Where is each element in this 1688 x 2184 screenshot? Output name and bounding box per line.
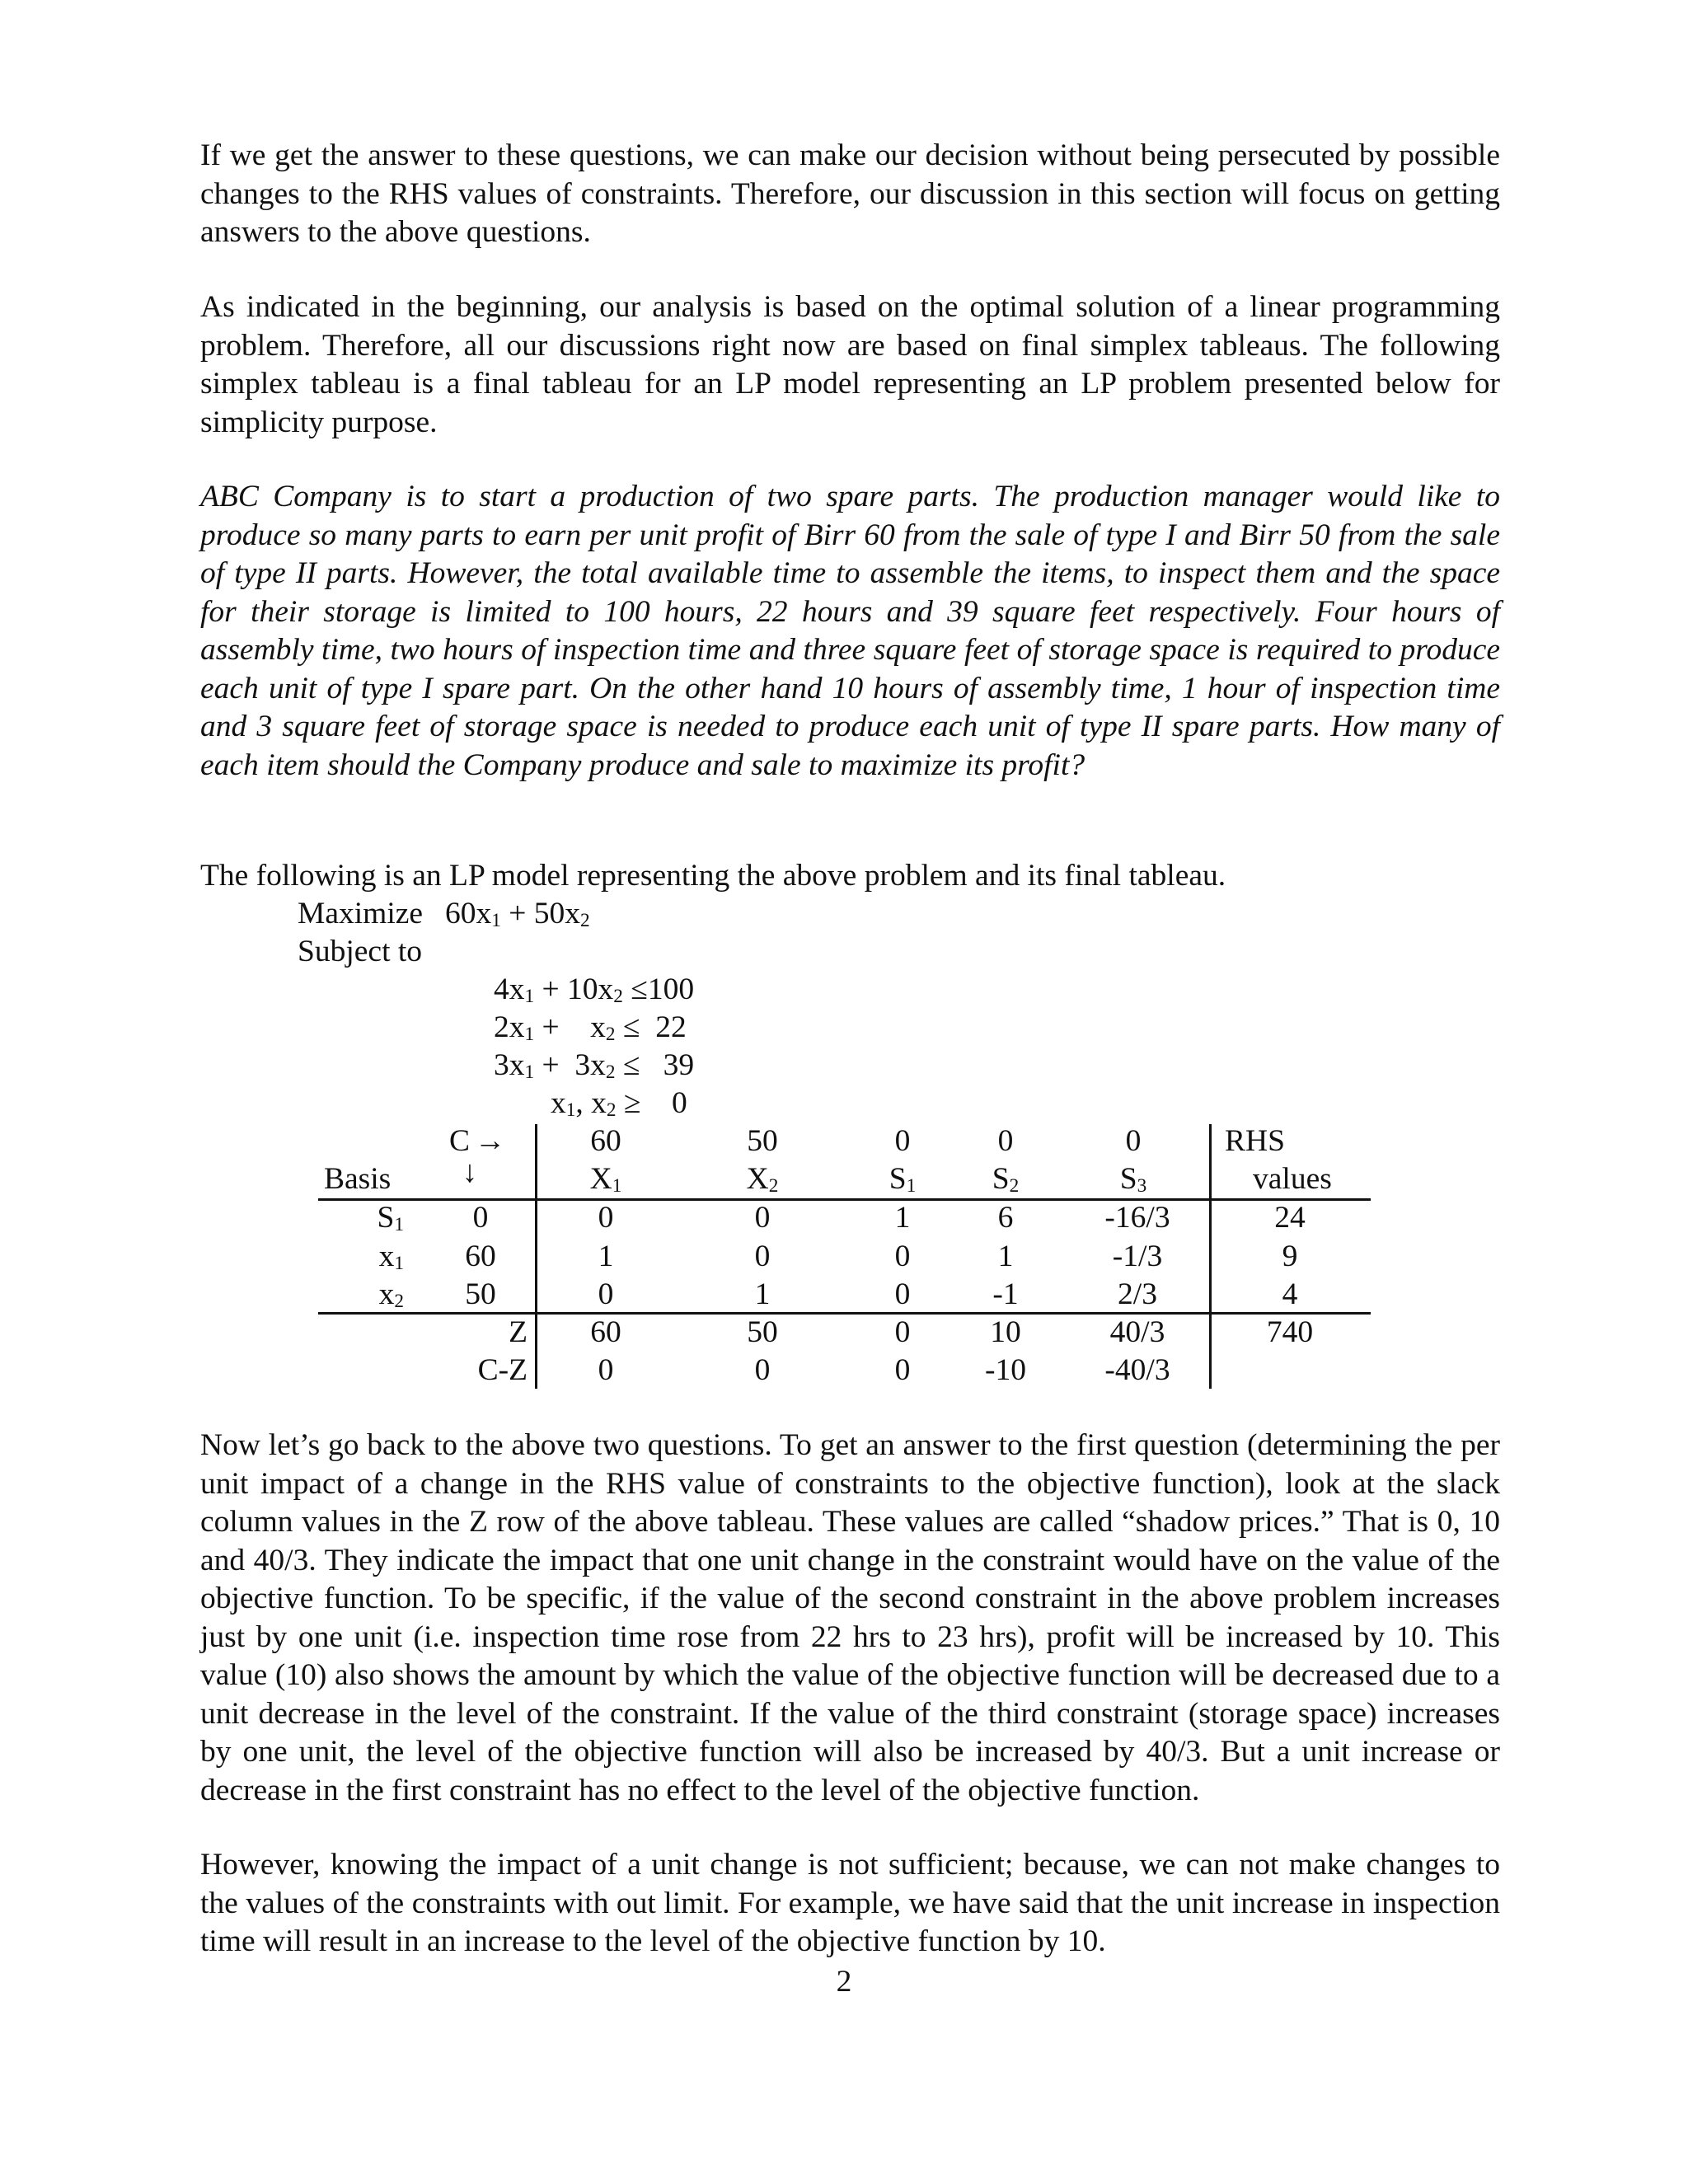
- header-x2: $X_2$: [746, 1162, 779, 1197]
- table-cell: 6: [997, 1201, 1014, 1235]
- table-cell: -1/3: [1112, 1240, 1163, 1273]
- rhs-label: RHS: [1225, 1124, 1285, 1158]
- table-cell: 1: [754, 1277, 771, 1311]
- table-cell: 0: [894, 1277, 911, 1311]
- tableau-right-rule: [1209, 1124, 1212, 1389]
- paragraph-intro: If we get the answer to these questions, we can make our decision without being persecuted by possible changes to the RHS values of constraints. Therefore, our discussion in this section will focus on getting answers to the above questions.: [200, 138, 1500, 249]
- paragraph-problem-statement: ABC Company is to start a production of two spare parts. The production manager would like to produce so many parts to earn per unit profit of Birr 60 from the sale of type I and Birr 50 from the sale of type II parts. However, the total available time to assemble the items, to inspect them and the space for their storage is limited to 100 hours, 22 hours and 39 square feet respectively. Four hours of assembly time, two hours of inspection time and three square feet of storage space is required to produce each unit of type I spare part. On the other hand 10 hours of assembly time, 1 hour of inspection time and 3 square feet of storage space is needed to produce each unit of type II spare parts. How many of each item should the Company produce and sale to maximize its profit?: [200, 480, 1500, 782]
- c-label: C →: [449, 1124, 506, 1158]
- header-s1: $S_1$: [889, 1162, 917, 1197]
- table-cell: 50: [747, 1315, 778, 1349]
- cost-s3: 0: [1125, 1124, 1142, 1158]
- basis-x2: $x_2$: [378, 1277, 404, 1313]
- cost-x1: 60: [590, 1124, 621, 1158]
- table-cell: 60: [590, 1315, 621, 1349]
- table-cell: -40/3: [1104, 1353, 1170, 1387]
- z-row-label: Z: [509, 1315, 528, 1349]
- table-cell: 2/3: [1118, 1277, 1157, 1311]
- subject-to-label: Subject to: [298, 935, 423, 968]
- table-cell: 40/3: [1109, 1315, 1165, 1349]
- table-cell: 9: [1282, 1240, 1298, 1273]
- table-cell: -1: [992, 1277, 1019, 1311]
- basis-x1: $x_1$: [378, 1240, 404, 1275]
- paragraph-analysis: As indicated in the beginning, our analysis is based on the optimal solution of a linear programming problem. Therefore, all our discussions right now are based on final simplex tableaus. The following simplex tableau is a final tableau for an LP model representing an LP problem presented below for simplicity purpose.: [200, 290, 1500, 439]
- basis-s1: $S_1$: [377, 1201, 404, 1236]
- table-cell: 0: [894, 1315, 911, 1349]
- maximize-label: Maximize: [298, 897, 424, 930]
- table-cell: 0: [598, 1353, 614, 1387]
- objective-function: $60x_1 + 50x_2$: [445, 897, 590, 932]
- tableau-body-rule: [318, 1312, 1371, 1315]
- cost-x2: 50: [747, 1124, 778, 1158]
- table-cell: 0: [754, 1201, 771, 1235]
- table-cell: 0: [754, 1353, 771, 1387]
- table-cell: -16/3: [1104, 1201, 1170, 1235]
- table-cell: 60: [465, 1240, 496, 1273]
- table-cell: 50: [465, 1277, 496, 1311]
- basis-label: Basis: [324, 1162, 392, 1196]
- tableau-header-rule: [318, 1198, 1371, 1201]
- paragraph-model-intro: The following is an LP model representing the above problem and its final tableau.: [200, 859, 1226, 893]
- table-cell: 740: [1266, 1315, 1314, 1349]
- table-cell: 0: [754, 1240, 771, 1273]
- table-cell: 0: [598, 1277, 614, 1311]
- page-number: 2: [836, 1965, 852, 1999]
- table-cell: 0: [894, 1353, 911, 1387]
- header-x1: $X_1$: [589, 1162, 622, 1197]
- table-cell: -10: [985, 1353, 1026, 1387]
- cz-row-label: C-Z: [477, 1353, 528, 1387]
- table-cell: 0: [472, 1201, 489, 1235]
- table-cell: 1: [894, 1201, 911, 1235]
- cost-s2: 0: [997, 1124, 1014, 1158]
- table-cell: 4: [1282, 1277, 1298, 1311]
- constraint-inspection: $2x_1$ + $x_2 \le 22$: [494, 1010, 687, 1046]
- header-s2: $S_2$: [992, 1162, 1020, 1197]
- paragraph-limits: However, knowing the impact of a unit change is not sufficient; because, we can not make changes to the values of the constraints with out limit. For example, we have said that the unit increase in inspection time will result in an increase to the level of the objective function by 10.: [200, 1848, 1500, 1958]
- table-cell: 24: [1274, 1201, 1306, 1235]
- right-arrow-icon: →: [475, 1124, 506, 1158]
- table-cell: 1: [598, 1240, 614, 1273]
- constraint-assembly: $4x_1 + 10x_2 \le 100$: [494, 972, 695, 1008]
- header-s3: $S_3$: [1119, 1162, 1147, 1197]
- table-cell: 10: [990, 1315, 1021, 1349]
- table-cell: 0: [894, 1240, 911, 1273]
- down-arrow-icon: ↓: [462, 1155, 478, 1189]
- paragraph-shadow-prices: Now let’s go back to the above two questions. To get an answer to the first question (determining the per unit impact of a change in the RHS value of constraints to the objective function), look at the slack column values in the Z row of the above tableau. These values are called “shadow prices.” That is 0, 10 and 40/3. They indicate the impact that one unit change in the constraint would have on the value of the objective function. To be specific, if the value of the second constraint in the above problem increases just by one unit (i.e. inspection time rose from 22 hrs to 23 hrs), profit will be increased by 10. This value (10) also shows the amount by which the value of the objective function will be decreased due to a unit decrease in the level of the constraint. If the value of the third constraint (storage space) increases by one unit, the level of the objective function will also be increased by 40/3. But a unit increase or decrease in the first constraint has no effect to the level of the objective function.: [200, 1428, 1500, 1807]
- rhs-values-label: values: [1253, 1162, 1332, 1196]
- table-cell: 1: [997, 1240, 1014, 1273]
- cost-s1: 0: [894, 1124, 911, 1158]
- non-negativity-constraint: $x_1$, $x_2$ ≥ 0: [551, 1086, 687, 1122]
- tableau-left-rule: [535, 1124, 537, 1389]
- constraint-storage: $3x_1 + 3x_2 \le 39$: [494, 1048, 695, 1084]
- table-cell: 0: [598, 1201, 614, 1235]
